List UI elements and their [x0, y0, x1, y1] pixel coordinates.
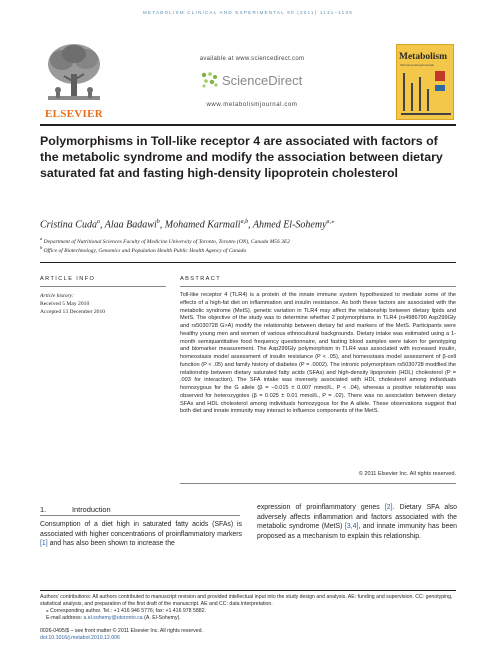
footnote-divider: [40, 590, 456, 591]
introduction-heading: [40, 505, 240, 514]
article-info-heading: ARTICLE INFO: [40, 276, 96, 282]
intro-text: and has also been shown to increase the: [47, 540, 175, 548]
affiliation: [40, 245, 460, 254]
author-affiliation-mark: a,b: [240, 219, 249, 225]
affiliation-text: Department of Nutritional Sciences Faculty of Medicine University of Toronto, Toronto (ON), Canada M5S 3E2: [43, 238, 291, 245]
intro-text: expression of proinflammatory genes: [257, 504, 385, 511]
received-date: Received 5 May 2010: [40, 301, 90, 307]
article-title: Polymorphisms in Toll-like receptor 4 are associated with factors of the metabolic syndrome and modify the association between dietary saturated fat and fasting high-density lipoprotein cholesterol: [40, 134, 443, 180]
abstract-copyright: © 2011 Elsevier Inc. All rights reserved.: [358, 471, 456, 477]
available-at-text: available at www.sciencedirect.com: [199, 56, 305, 62]
cover-title: Metabolism: [399, 52, 448, 62]
email-line: [40, 615, 458, 622]
intro-right-column: [257, 503, 457, 541]
author-list: Cristina Cuda$^a$, Alaa Badawi$^b$, Mohamed Karmali$^{a,b}$, Ahmed El-Sohemy$^{a,⁎}$: [40, 219, 335, 231]
abstract-bottom-rule: [180, 483, 456, 484]
cover-subtitle: Clinical and Experimental: [400, 63, 434, 67]
sciencedirect-logo: [200, 70, 310, 90]
author-name: Mohamed Karmali: [164, 219, 241, 231]
sciencedirect-wordmark: ScienceDirect: [222, 73, 303, 88]
author-affiliation-mark: a: [96, 219, 100, 225]
corresponding-author: ⁎ Corresponding author. Tel.: +1 416 946 5776; fax: +1 416 978 5882.: [46, 608, 206, 614]
email-label: E-mail address:: [46, 615, 84, 621]
author-contributions: Authors' contributions: All authors contributed to manuscript revision and provided intellectual input into the study design and analysis. AE: funding and supervision. CC: genotyping, statistical analysis, and preparation of the first draft of the manuscript. AE and CC: data interpretation.: [40, 594, 453, 607]
accepted-date: Accepted 13 December 2010: [40, 309, 106, 315]
issn-line: 0026-0495/$ – see front matter © 2011 Elsevier Inc. All rights reserved.: [40, 628, 203, 634]
author-name: Ahmed El-Sohemy: [252, 219, 327, 231]
abstract-heading: ABSTRACT: [180, 276, 222, 282]
author-affiliation-mark: a,⁎: [326, 219, 335, 225]
footnotes: [40, 594, 458, 642]
affiliation-mark: a: [40, 236, 43, 241]
intro-text: . Dietary SFA also adversely affects inflammation and factors associated with the metabolic syndrome (MetS): [257, 504, 458, 531]
section-number: 1.: [40, 505, 47, 514]
citation-link[interactable]: [1]: [40, 540, 48, 548]
author-name: Cristina Cuda: [40, 219, 97, 231]
intro-text: , and innate immunity has been proposed as a mechanism to explain this relationship.: [257, 523, 457, 540]
header-divider: [40, 262, 456, 263]
cover-graphic: [397, 69, 455, 119]
affiliation: [40, 236, 460, 245]
citation-link[interactable]: [2]: [384, 504, 393, 511]
journal-running-header: METABOLISM CLINICAL AND EXPERIMENTAL 60 (2011) 1131–1135: [143, 10, 353, 15]
abstract-text: Toll-like receptor 4 (TLR4) is a protein of the innate immune system hypothesized to mediate some of the effects of a high-fat diet on inflammation and insulin resistance. As both these factors are associated with the metabolic syndrome (MetS), genetic variation in TLR4 may affect the relationship between dietary lipids and MetS. The objective of the study was to determine whether 2 polymorphisms in TLR4 (rs4986790 Asp299Gly and rs5030728 G>A) modify the relationship between dietary fat and markers of the MetS. Participants were healthy young men and women of various ethnocultural backgrounds. Dietary intake was estimated using a 1-month semiquantitative food frequency questionnaire, and fasting blood samples were taken for genotyping and biomarker measurement. The Asp299Gly polymorphism in TLR4 was associated with increased insulin, homeostasis model assessment of insulin resistance (P < .05), and homeostasis model assessment of β-cell function (P < .05) and family history of diabetes (P = .0002). The intronic polymorphism rs5030728 modified the relationship between dietary saturated fatty acids (SFAs) and high-density lipoprotein (HDL) cholesterol (P = .003 for interaction). The SFA intake was inversely associated with HDL cholesterol among individuals homozygous for the G allele (β = −0.015 ± 0.007 mmol/L, P < .04), whereas a positive relationship was observed for heterozygotes (β = 0.025 ± 0.01 mmol/L, P = .02). There was no association between dietary SFAs and HDL cholesterol among individuals homozygous for the A allele. These observations suggest that both diet and innate immunity may interact to influence components of the MetS.: [180, 292, 456, 415]
sciencedirect-dots-icon: [200, 71, 220, 89]
author-name: Alaa Badawi: [104, 219, 157, 231]
elsevier-wordmark: ELSEVIER: [44, 108, 104, 120]
introduction-rule: [40, 515, 240, 516]
affiliation-text: Office of Biotechnology, Genomics and Population Health Public Health Agency of Canada: [43, 247, 247, 254]
journal-banner: [40, 40, 456, 120]
intro-text: Consumption of a diet high in saturated fatty acids (SFAs) is associated with higher concentrations of proinflammatory markers: [40, 521, 242, 538]
article-info-rule: [40, 286, 166, 287]
journal-url[interactable]: www.metabolismjournal.com: [206, 102, 298, 108]
intro-left-column: [40, 520, 242, 549]
section-title: Introduction: [72, 505, 111, 514]
abstract-rule: [180, 286, 456, 287]
doi-link[interactable]: doi:10.1016/j.metabol.2010.12.006: [40, 635, 120, 641]
article-history: [40, 292, 166, 316]
email-suffix: (A. El-Sohemy).: [142, 615, 181, 621]
author-affiliation-mark: b: [156, 219, 160, 225]
banner-divider: [40, 124, 456, 126]
sciencedirect-box: [116, 40, 388, 120]
journal-cover-thumbnail: [396, 44, 454, 120]
history-label: Article history:: [40, 293, 75, 299]
affiliation-mark: b: [40, 245, 43, 250]
email-link[interactable]: a.el.sohemy@utoronto.ca: [83, 615, 143, 621]
citation-link[interactable]: [3,4]: [344, 523, 359, 531]
